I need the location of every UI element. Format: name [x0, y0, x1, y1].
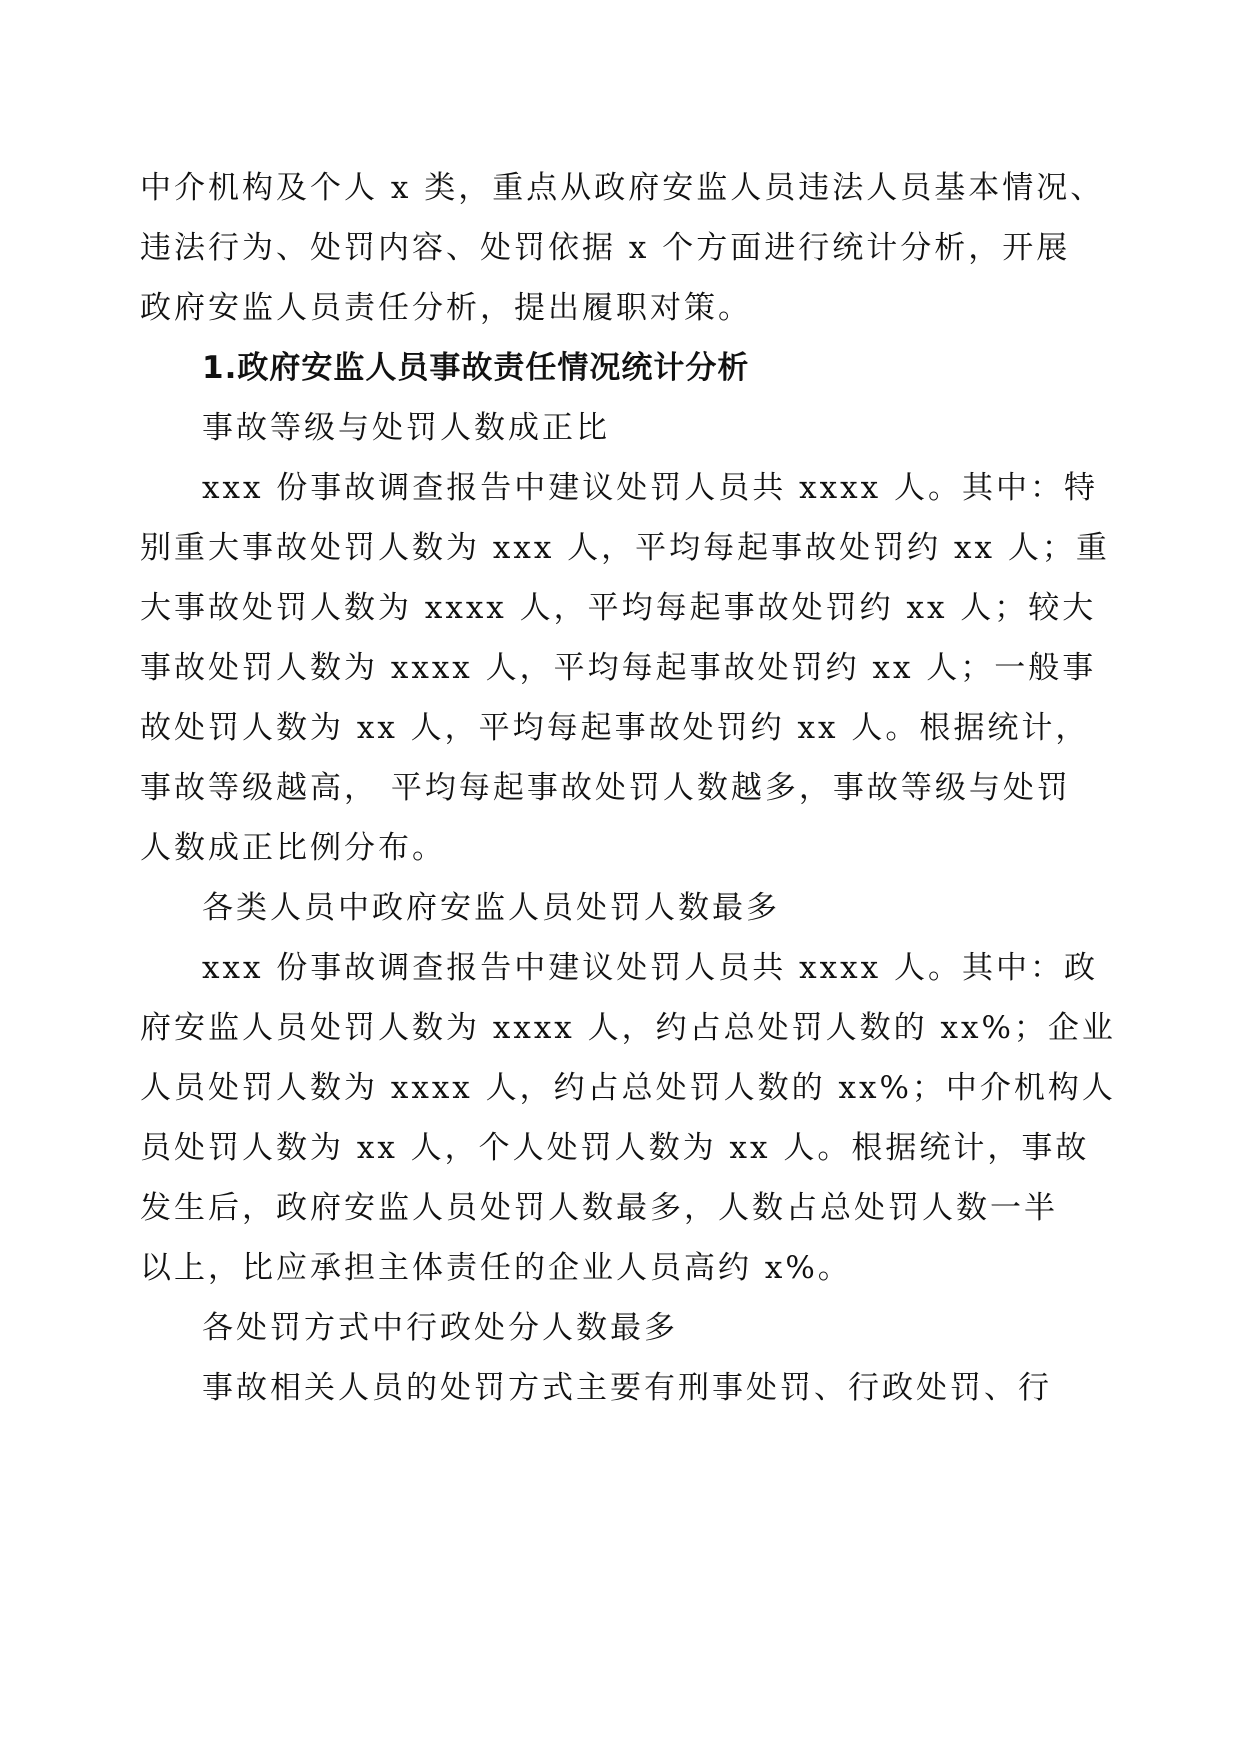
- text-line: [0, 455, 1240, 521]
- line-text: 人员处罚人数为 xxxx 人，约占总处罚人数的 xx%；中介机构人: [140, 1070, 1116, 1106]
- text-line: [0, 755, 1240, 821]
- text-line: [0, 1175, 1240, 1241]
- heading-text: 1.政府安监人员事故责任情况统计分析: [202, 350, 750, 386]
- text-line: [0, 1355, 1240, 1421]
- text-line: [0, 155, 1240, 221]
- text-line: [0, 215, 1240, 281]
- text-line: [0, 635, 1240, 701]
- line-text: 违法行为、处罚内容、处罚依据 x 个方面进行统计分析，开展: [140, 230, 1071, 266]
- text-line: [0, 515, 1240, 581]
- text-line: [0, 275, 1240, 341]
- line-text: 事故等级越高， 平均每起事故处罚人数越多，事故等级与处罚: [140, 770, 1071, 806]
- text-line: [0, 1235, 1240, 1301]
- line-text: 发生后，政府安监人员处罚人数最多，人数占总处罚人数一半: [140, 1190, 1058, 1226]
- text-line: [0, 995, 1240, 1061]
- line-text: 大事故处罚人数为 xxxx 人，平均每起事故处罚约 xx 人；较大: [140, 590, 1097, 626]
- sub-heading-text: 事故等级与处罚人数成正比: [202, 410, 610, 446]
- line-text: 中介机构及个人 x 类，重点从政府安监人员违法人员基本情况、: [140, 170, 1105, 206]
- line-text: 人数成正比例分布。: [140, 830, 446, 866]
- line-text: xxx 份事故调查报告中建议处罚人员共 xxxx 人。其中：特: [202, 470, 1098, 506]
- line-text: 府安监人员处罚人数为 xxxx 人，约占总处罚人数的 xx%；企业: [140, 1010, 1116, 1046]
- sub-heading: [0, 395, 1240, 461]
- sub-heading: [0, 875, 1240, 941]
- line-text: 政府安监人员责任分析，提出履职对策。: [140, 290, 752, 326]
- text-line: [0, 935, 1240, 1001]
- line-text: 别重大事故处罚人数为 xxx 人，平均每起事故处罚约 xx 人；重: [140, 530, 1110, 566]
- line-text: 以上，比应承担主体责任的企业人员高约 x%。: [140, 1250, 852, 1286]
- text-line: [0, 815, 1240, 881]
- line-text: 事故相关人员的处罚方式主要有刑事处罚、行政处罚、行: [202, 1370, 1052, 1406]
- line-text: 事故处罚人数为 xxxx 人，平均每起事故处罚约 xx 人；一般事: [140, 650, 1097, 686]
- text-line: [0, 1115, 1240, 1181]
- line-text: 故处罚人数为 xx 人，平均每起事故处罚约 xx 人。根据统计，: [140, 710, 1090, 746]
- text-line: [0, 575, 1240, 641]
- text-line: [0, 1055, 1240, 1121]
- text-line: [0, 695, 1240, 761]
- line-text: xxx 份事故调查报告中建议处罚人员共 xxxx 人。其中：政: [202, 950, 1098, 986]
- sub-heading-text: 各处罚方式中行政处分人数最多: [202, 1310, 678, 1346]
- section-heading: [0, 335, 1240, 401]
- line-text: 员处罚人数为 xx 人，个人处罚人数为 xx 人。根据统计，事故: [140, 1130, 1090, 1166]
- sub-heading-text: 各类人员中政府安监人员处罚人数最多: [202, 890, 780, 926]
- sub-heading: [0, 1295, 1240, 1361]
